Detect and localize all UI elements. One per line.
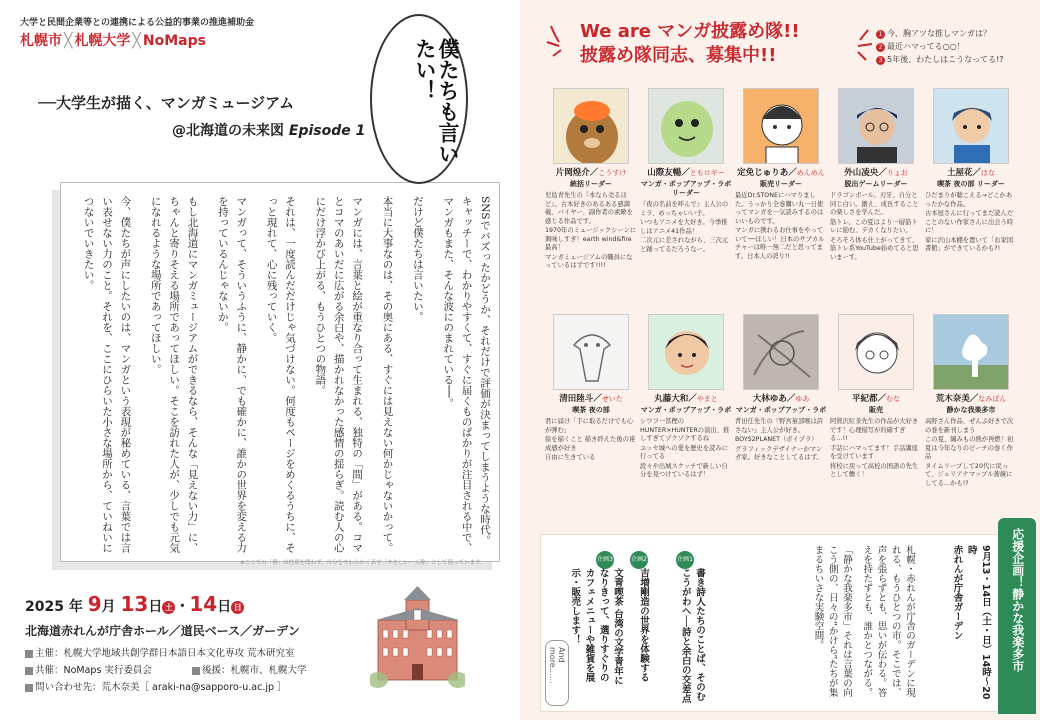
event-item-1: 企画1 書き詩人たちのことば、そのむこうがわへ──詩と余白の交差点 (676, 546, 694, 569)
event-item-3: 企画3 文青喫茶 台湾の文学青年になりきって、選りすぐりのカフェメニューや雑貨を展示・販売します！ (596, 546, 614, 569)
and-more: And more…… (545, 640, 569, 706)
member-card: 清田陸斗／せいた 喫茶 夜の部 君に届け「手に取るだけでも心が弾む」 絵を描くこと 描き終えた後の達成感が好き 自由に生きている (545, 314, 637, 464)
member-avatar (838, 88, 914, 164)
essay-p5: それは、一度読んだだけじゃ気づけない。何度もページをめくるうちに、そっと現れて、心に残っていく。 (265, 196, 296, 553)
essay-p8: 今、僕たちが声にしたいのは、マンガという表現が秘めている、言葉では言い表せない力のこと。それを、ここにひらいた小さな場所から、ていねいにつないでいきたい。 (82, 196, 132, 553)
member-avatar (838, 314, 914, 390)
event-date: 2025 年 9月 13日 土 ・14日 日 (25, 592, 244, 616)
recruit-line1: We are マンガ披露め隊!! (580, 21, 800, 42)
member-card: 荒木奈美／なみぼん 静かな我楽多市 高野さん作品、ぜんぶ好きで次の巻を新刊しまう この夏、編みもの熱が再燃！初夏は今年なりのビーチの巻く作品 タイムリープして20代に戻って、ジェリアナマップル薔薇にしてる…かも!? (925, 314, 1017, 489)
member-card: 平紀都／むな 販売 阿賀沢紅茶先生の作品が大好きです！心理描写が的確すぎる…!! 手話にハマってます！手話講座を受けています 将校に戻って高校の国語の先生として働く！ (830, 314, 922, 481)
member-avatar (743, 88, 819, 164)
essay-p7: もし北海道にマンガミュージアムができるなら、そんな「見えない力」に、ちゃんと寄りそえる場所であってほしい。そこを訪れた人が、少しでも元気になれるような場所であってほしい。 (149, 196, 199, 553)
subtitle: ──大学生が描く、マンガミュージアム (38, 94, 295, 112)
member-avatar (648, 314, 724, 390)
info-cosponsor: 共催：NoMaps 実行委員会 (25, 662, 152, 676)
member-card: 山際友暢／ともロギー マンガ・ポップアップ・ラボ リーダー 『夜の名前を呼んで』主人公のミラ、めっちゃいい子。 いつもアニメを大好き。今季推しはアニメ41作品！ 二次元に差されながら、三次元と踊ってるだろうなー。 (640, 88, 732, 255)
member-card: 片岡煌介／こうすけ 統括リーダー 児島青先生の『本なら売るほど』。古本好きのあるある感満載、バイヤー、副作者の素敵を感じる作品です。 1970年のミュージックシーンに興味しすぎ！earth wind&fire最高！ マンガミュージアムの職員になっているはずです!!!! (545, 88, 637, 272)
header-tagline: 大学と民間企業等との連携による公益的事業の推進補助金 (20, 18, 255, 28)
recruit-heading (580, 20, 800, 69)
essay-p6: マンガって、そういうふうに、静かに、でも確かに、誰かの世界を変える力を持っているんじゃないか。 (216, 196, 248, 553)
org-sapporo-univ: 札幌大学 (74, 33, 131, 49)
org-sapporo-city: 札幌市 (20, 33, 62, 49)
info-support: 後援：札幌市、札幌大学 (192, 662, 307, 676)
member-card: 大林ゆあ／ゆあ マンガ・ポップアップ・ラボ 背田任先生の『野宮菫部喉は許さない』主人公が好き。 BOYS2PLANET（ボイプラ） グラフィックデザイナーかマンガ家。好きなことしてるはず。 (735, 314, 827, 464)
info-organizer: 主催：札幌大学地域共創学群日本語日本文化専攻 荒木研究室 (25, 645, 295, 659)
dow-sat: 土 (162, 601, 175, 614)
event-item-2: 企画2 吉増剛造の世界を体験する (630, 546, 648, 569)
org-names: 札幌市 ╳ 札幌大学 ╳ NoMaps (20, 33, 206, 49)
member-card: 土屋花／はな 喫茶 夜の部 リーダー ひだまりが聴こえる→どこかあったかな作品。 古本屋さんに行ってまだ読んだことのない作家さんに出会う時に！ 家に沢山本棚を置いて「お家図書館」ができているかも?! (925, 88, 1017, 255)
support-info: 9月13・14日（土・日）14時～20時 赤れんが庁舎ガーデン (951, 545, 991, 700)
member-avatar (553, 88, 629, 164)
essay-note: ※ここでの「僕」は性別を問わず、自分をやわらかく表す「やさしい一人称」として使っています。 (240, 560, 486, 566)
member-avatar (933, 314, 1009, 390)
member-avatar (648, 88, 724, 164)
essay-p2: だけど僕たちは言いたい。 (411, 196, 424, 322)
red-brick-building-illustration (370, 580, 465, 690)
event-venue: 北海道赤れんが庁舎ホール／道民ベース／ガーデン (25, 624, 300, 638)
place: @北海道の未来図 (172, 123, 284, 139)
dow-sun: 日 (231, 601, 244, 614)
member-avatar (933, 88, 1009, 164)
member-avatar (743, 314, 819, 390)
recruit-line2: 披露め隊同志、募集中!! (580, 45, 777, 67)
support-description: 札幌・赤れんが庁舎のガーデンに現れる、もうひとつの市。そこでは、声を張らずとも、思いが伝わる。答えを持たずとも、誰かとつながる。 「静かな我楽多市」それは言葉の向こう側の、日々の“かけら”たちが集まるちいさな実験空間。 (812, 545, 915, 698)
info-contact: 問い合わせ先：荒木奈美［ araki-na@sapporo-u.ac.jp ］ (25, 679, 287, 693)
essay-p3: 本当に大事なのは、その奥にある、すぐには見えない何かじゃないかって。 (381, 196, 394, 553)
member-card: 丸藤大和／やまと マンガ・ポップアップ・ラボ シワフ一冨樫のHUNTER×HUNTERの演出、推しすぎてゾクゾクするね ユッセ城への愛を歴史を読みに行ってる 段々や出城スケッチで新しい自分を見つけているはず！ (640, 314, 732, 481)
member-card: 外山凌央／りょお 脱出ゲームリーダー ドラゴンボール。刃牙。自分と同じ白い。鍛え、成長することの楽しさを学んだ。 筋トレ。この夏はより一層筋トレに励む。デカくなりたい。 そろそろ体も仕上がってきて、筋トレ系YouTube始めてると思いまーす。 (830, 88, 922, 263)
episode: Episode 1 (288, 123, 366, 139)
member-card: 定免じゅりあ／めんめん 販売リーダー 最近Dr.STONEにハマりました。うっかり全巻購い丸一日使ってマンガを一気読みするのはいいものです。 マンガに携わるお仕事をやっていて──ほしい！日本のサブカルチャーは唯一無二だと思ってます。日本人の誇り!! (735, 88, 827, 262)
member-avatar (553, 314, 629, 390)
org-nomaps: NoMaps (142, 33, 206, 49)
essay-p4: マンガには、言葉と絵が重なり合って生まれる、独特の「間」がある。コマとコマのあいだに広がる余白や、描かれなかった感情の揺らぎ。読む人の心にだけ浮かび上がる、もうひとつの物語。 (314, 196, 364, 553)
right-sparkle-lines (852, 26, 876, 62)
essay-p1: SNSでバズったかどうか、それだけで評価が決まってしまうような時代。キャッチーで、わかりやすくて、すぐに届くものばかりが注目される中で、マンガもまた、そんな波にのまれている──。 (442, 196, 491, 553)
support-banner: 応援企画！静かな我楽多市 (998, 518, 1036, 714)
left-sparkle-lines (545, 22, 581, 62)
place-episode (172, 120, 365, 140)
catch-title: 僕たちも言いたい！ (412, 38, 461, 164)
recruit-questions: 1 今、胸アツな推しマンガは？ 2 最近ハマってる○○！ 3 5年後、わたしはこうなってる!? (876, 28, 1004, 66)
essay-text (66, 196, 494, 554)
